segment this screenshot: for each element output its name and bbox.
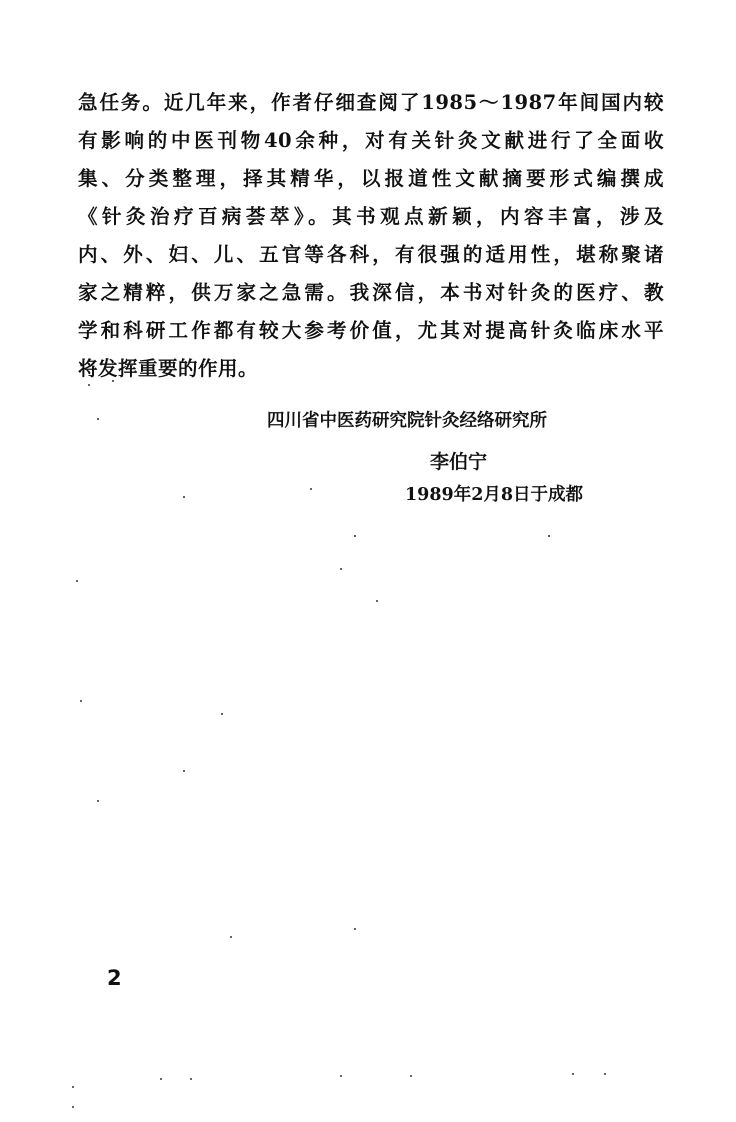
signature-name: 李伯宁 bbox=[430, 451, 488, 473]
scan-speck bbox=[97, 418, 99, 420]
page-number: 2 bbox=[107, 966, 122, 990]
preface-paragraph bbox=[78, 84, 664, 388]
signature-institution: 四川省中医药研究院针灸经络研究所 bbox=[267, 411, 547, 431]
scan-speck bbox=[76, 580, 78, 582]
scan-speck bbox=[160, 1078, 162, 1080]
scan-speck bbox=[604, 1073, 606, 1075]
scan-speck bbox=[572, 1073, 574, 1075]
scan-speck bbox=[376, 600, 378, 602]
scan-speck bbox=[72, 1086, 74, 1088]
paragraph-line: 有影响的中医刊物40余种，对有关针灸文献进行了全面收 bbox=[78, 129, 664, 152]
scan-speck bbox=[112, 380, 114, 382]
scan-speck bbox=[340, 568, 342, 570]
paragraph-line: 急任务。近几年来，作者仔细查阅了1985～1987年间国内较 bbox=[78, 91, 664, 114]
scan-speck bbox=[354, 928, 356, 930]
scan-speck bbox=[410, 1075, 412, 1077]
scan-speck bbox=[183, 770, 185, 772]
signature-date: 1989年2月8日于成都 bbox=[405, 485, 584, 505]
paragraph-line: 内、外、妇、儿、五官等各科，有很强的适用性，堪称聚诸 bbox=[78, 243, 664, 266]
paragraph-line: 《针灸治疗百病荟萃》。其书观点新颖，内容丰富，涉及 bbox=[78, 205, 664, 228]
scan-speck bbox=[221, 713, 223, 715]
scan-speck bbox=[72, 1106, 74, 1108]
scan-speck bbox=[230, 936, 232, 938]
scan-speck bbox=[80, 700, 82, 702]
scan-speck bbox=[354, 535, 356, 537]
paragraph-line: 集、分类整理，择其精华，以报道性文献摘要形式编撰成 bbox=[78, 167, 664, 190]
scan-speck bbox=[310, 488, 312, 490]
scan-speck bbox=[190, 1078, 192, 1080]
scan-speck bbox=[183, 496, 185, 498]
scan-speck bbox=[88, 384, 90, 386]
paragraph-line: 家之精粹，供万家之急需。我深信，本书对针灸的医疗、教 bbox=[78, 281, 664, 304]
scan-speck bbox=[548, 535, 550, 537]
scan-speck bbox=[340, 1075, 342, 1077]
paragraph-line: 将发挥重要的作用。 bbox=[78, 357, 259, 380]
paragraph-line: 学和科研工作都有较大参考价值，尤其对提高针灸临床水平 bbox=[78, 319, 664, 342]
scan-speck bbox=[97, 800, 99, 802]
